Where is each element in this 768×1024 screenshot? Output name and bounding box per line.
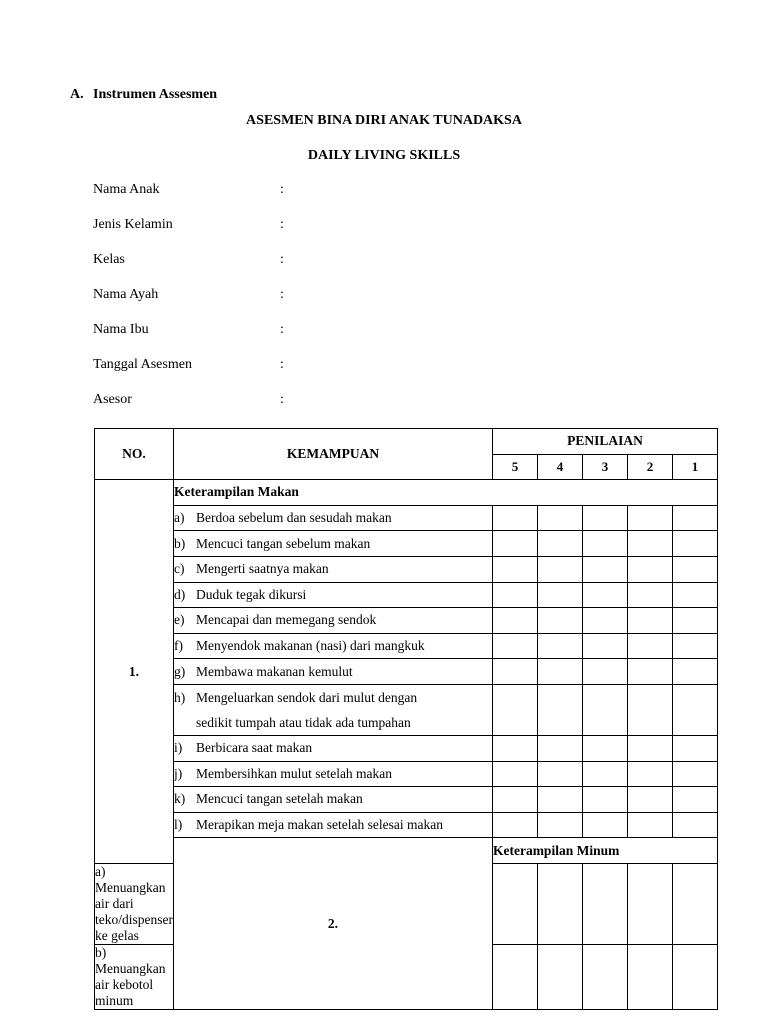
score-header-4: 4 [537,454,582,480]
score-cell[interactable] [492,556,537,582]
field-tanggal-asesmen [93,357,393,377]
item-letter: l) [173,817,183,833]
group-number: 1. [95,480,174,864]
score-cell[interactable] [537,735,582,761]
field-colon: : [280,182,284,197]
score-cell[interactable] [492,944,537,1009]
item-cell [173,684,492,735]
item-cell [173,787,492,813]
score-cell[interactable] [672,505,717,531]
score-cell[interactable] [492,787,537,813]
score-cell[interactable] [537,633,582,659]
table-row [95,505,718,531]
item-text: Merapikan meja makan setelah selesai makan [195,817,443,833]
score-header-1: 1 [672,454,717,480]
table-row [95,684,718,735]
item-cell [173,812,492,838]
score-cell[interactable] [627,944,672,1009]
header-kemampuan: KEMAMPUAN [173,429,492,480]
item-letter: e) [173,612,185,628]
score-cell[interactable] [627,531,672,557]
table-row [95,608,718,634]
item-letter: j) [173,765,183,781]
score-cell[interactable] [537,812,582,838]
table-row [95,812,718,838]
item-text-continued: sedikit tumpah atau tidak ada tumpahan [195,714,411,730]
group-title: Keterampilan Minum [492,838,717,864]
item-letter: b) [173,535,186,551]
score-cell[interactable] [672,863,717,944]
item-cell [173,633,492,659]
field-colon: : [280,392,284,407]
score-cell[interactable] [672,787,717,813]
item-text: Berbicara saat makan [195,740,313,756]
score-header-2: 2 [627,454,672,480]
score-cell[interactable] [672,633,717,659]
score-cell[interactable] [582,787,627,813]
item-text: Mencuci tangan setelah makan [195,791,363,807]
document-title: ASESMEN BINA DIRI ANAK TUNADAKSA [246,113,522,128]
score-cell[interactable] [492,531,537,557]
section-heading [70,87,217,103]
item-letter: b) [95,944,107,960]
score-cell[interactable] [672,531,717,557]
score-cell[interactable] [627,556,672,582]
score-cell[interactable] [582,608,627,634]
score-cell[interactable] [537,761,582,787]
score-cell[interactable] [537,608,582,634]
score-cell[interactable] [672,684,717,735]
table-row [95,787,718,813]
item-text: Membawa makanan kemulut [195,663,353,679]
item-cell [95,944,174,1009]
score-cell[interactable] [537,556,582,582]
score-cell[interactable] [537,787,582,813]
field-label: Asesor [93,392,132,407]
item-text: Menyendok makanan (nasi) dari mangkuk [195,638,425,654]
item-cell [173,608,492,634]
score-cell[interactable] [492,505,537,531]
field-asesor [93,392,393,412]
field-colon: : [280,322,284,337]
score-cell[interactable] [627,812,672,838]
score-cell[interactable] [492,863,537,944]
field-label: Nama Anak [93,182,160,197]
item-text: Mencuci tangan sebelum makan [195,535,371,551]
field-label: Kelas [93,252,125,267]
score-cell[interactable] [582,944,627,1009]
score-cell[interactable] [537,531,582,557]
score-cell[interactable] [672,761,717,787]
field-label: Nama Ibu [93,322,149,337]
item-text: Mengeluarkan sendok dari mulut dengan [195,689,418,705]
section-number: A. [70,87,84,102]
assessment-table [94,428,718,1010]
field-colon: : [280,252,284,267]
group-number: 2. [173,838,492,1010]
item-text: Mencapai dan memegang sendok [195,612,377,628]
item-letter: a) [95,863,106,879]
item-cell [173,735,492,761]
group-row [95,838,718,864]
item-cell [173,556,492,582]
table-row [95,761,718,787]
field-nama-anak [93,182,393,202]
score-cell[interactable] [537,944,582,1009]
item-letter: k) [173,791,186,807]
score-cell[interactable] [492,608,537,634]
score-cell[interactable] [627,761,672,787]
item-letter: i) [173,740,183,756]
score-cell[interactable] [582,735,627,761]
item-cell [173,531,492,557]
field-nama-ayah [93,287,393,307]
score-cell[interactable] [492,582,537,608]
table-row [95,556,718,582]
score-cell[interactable] [627,659,672,685]
score-cell[interactable] [672,659,717,685]
group-title: Keterampilan Makan [173,480,717,506]
score-cell[interactable] [627,684,672,735]
section-title: Instrumen Assesmen [93,87,218,102]
score-cell[interactable] [582,633,627,659]
score-cell[interactable] [582,812,627,838]
item-text: Berdoa sebelum dan sesudah makan [195,510,392,526]
item-text: Membersihkan mulut setelah makan [195,765,393,781]
item-cell [173,505,492,531]
score-cell[interactable] [492,761,537,787]
field-label: Tanggal Asesmen [93,357,192,372]
field-kelas [93,252,393,272]
item-text: Menuangkan air kebotol minum [95,960,166,1008]
score-cell[interactable] [492,735,537,761]
score-cell[interactable] [492,684,537,735]
score-cell[interactable] [627,582,672,608]
score-cell[interactable] [582,863,627,944]
item-cell [173,659,492,685]
score-cell[interactable] [672,735,717,761]
score-cell[interactable] [582,582,627,608]
header-penilaian: PENILAIAN [492,429,717,455]
score-cell[interactable] [672,556,717,582]
score-header-5: 5 [492,454,537,480]
item-cell [173,761,492,787]
score-cell[interactable] [537,505,582,531]
item-text: Mengerti saatnya makan [195,561,329,577]
field-label: Nama Ayah [93,287,159,302]
score-cell[interactable] [627,787,672,813]
score-cell[interactable] [627,505,672,531]
score-cell[interactable] [627,863,672,944]
table-row [95,531,718,557]
score-cell[interactable] [582,761,627,787]
field-jenis-kelamin [93,217,393,237]
score-cell[interactable] [672,812,717,838]
field-nama-ibu [93,322,393,342]
score-cell[interactable] [627,633,672,659]
item-cell [95,863,174,944]
item-letter: h) [173,689,186,705]
item-cell [173,582,492,608]
group-row [95,480,718,506]
score-cell[interactable] [582,659,627,685]
item-letter: f) [173,638,183,654]
table-row [95,633,718,659]
score-cell[interactable] [627,608,672,634]
item-text: Menuangkan air dari teko/dispenser ke gelas [95,879,173,943]
item-text: Duduk tegak dikursi [195,586,307,602]
item-letter: g) [173,663,186,679]
header-no: NO. [95,429,174,480]
table-row [95,735,718,761]
table-row [95,582,718,608]
score-cell[interactable] [492,633,537,659]
score-cell[interactable] [537,659,582,685]
score-cell[interactable] [537,582,582,608]
score-cell[interactable] [672,582,717,608]
score-cell[interactable] [672,944,717,1009]
field-colon: : [280,357,284,372]
score-cell[interactable] [537,684,582,735]
score-cell[interactable] [582,505,627,531]
score-cell[interactable] [582,684,627,735]
table-row [95,659,718,685]
score-cell[interactable] [537,863,582,944]
field-colon: : [280,217,284,232]
score-cell[interactable] [492,659,537,685]
item-letter: d) [173,586,186,602]
score-cell[interactable] [582,531,627,557]
document-subtitle: DAILY LIVING SKILLS [307,148,461,163]
score-cell[interactable] [672,608,717,634]
item-letter: c) [173,561,185,577]
score-cell[interactable] [627,735,672,761]
field-colon: : [280,287,284,302]
score-header-3: 3 [582,454,627,480]
table-header-row [95,429,718,455]
field-label: Jenis Kelamin [93,217,173,232]
score-cell[interactable] [582,556,627,582]
item-letter: a) [173,510,185,526]
score-cell[interactable] [492,812,537,838]
